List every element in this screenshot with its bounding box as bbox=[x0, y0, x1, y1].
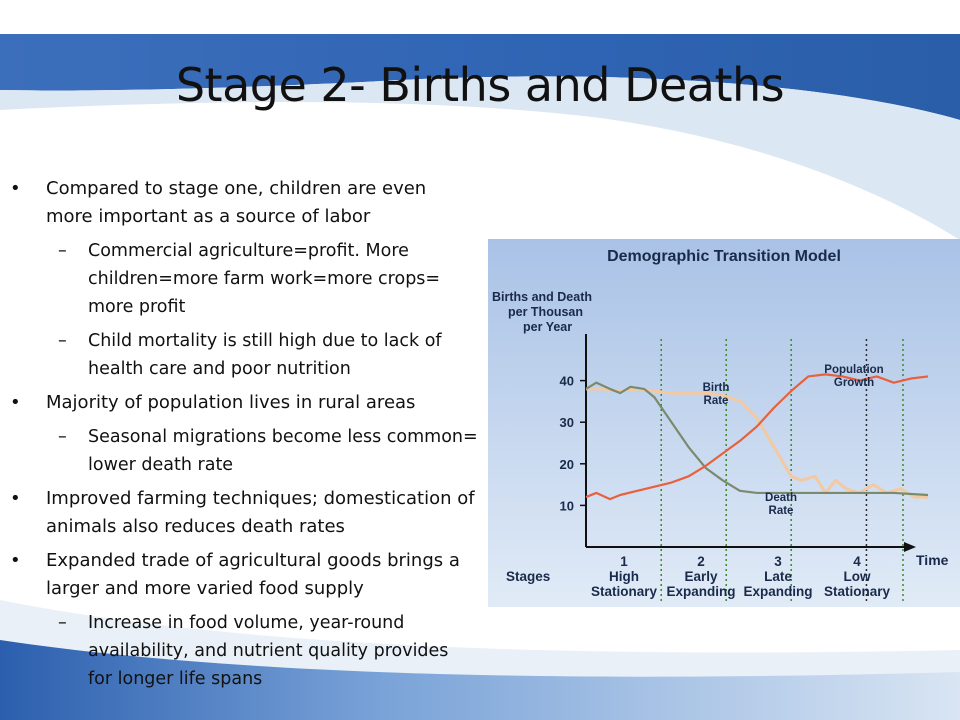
bullet-item bbox=[8, 485, 478, 541]
bullet-marker: • bbox=[10, 488, 21, 509]
sub-bullet-item bbox=[8, 423, 478, 479]
bullet-text: Child mortality is still high due to lack of health care and poor nutrition bbox=[88, 331, 442, 379]
chart-title: Demographic Transition Model bbox=[607, 248, 841, 265]
bullet-marker: – bbox=[58, 241, 67, 261]
y-tick-label: 40 bbox=[559, 373, 574, 389]
y-tick-label: 20 bbox=[559, 456, 574, 472]
bullet-item bbox=[8, 547, 478, 603]
bullet-text: Commercial agriculture=profit. More children=more farm work=more crops= more profit bbox=[88, 241, 441, 317]
series-label: Birth bbox=[702, 382, 730, 394]
stage-number: 1 bbox=[620, 554, 628, 569]
bullet-text: Increase in food volume, year-round availability, and nutrient quality provides for longer life spans bbox=[88, 613, 449, 689]
chart-svg bbox=[488, 239, 960, 607]
stages-label: Stages bbox=[506, 569, 551, 584]
stage-name-line1: High bbox=[609, 569, 639, 584]
bullet-marker: – bbox=[58, 613, 67, 633]
y-axis-label-line: per Year bbox=[523, 320, 573, 334]
demographic-transition-chart bbox=[488, 239, 960, 607]
bullet-text: Expanded trade of agricultural goods brings a larger and more varied food supply bbox=[46, 550, 460, 599]
x-axis-label: Time bbox=[916, 552, 949, 568]
bullet-text: Seasonal migrations become less common= lower death rate bbox=[88, 427, 478, 475]
bullet-marker: • bbox=[10, 178, 21, 199]
y-tick-label: 10 bbox=[559, 498, 574, 514]
bullet-text: Improved farming techniques; domestication of animals also reduces death rates bbox=[46, 488, 475, 537]
bullet-marker: – bbox=[58, 331, 67, 351]
series-label: Population bbox=[824, 364, 884, 376]
y-axis-label-line: per Thousan bbox=[508, 305, 584, 319]
stage-name-line2: Stationary bbox=[590, 584, 658, 599]
bullet-marker: • bbox=[10, 550, 21, 571]
series-label: Growth bbox=[833, 377, 875, 389]
stage-name-line1: Early bbox=[684, 569, 718, 584]
stage-name-line2: Expanding bbox=[743, 584, 813, 599]
stage-number: 3 bbox=[774, 554, 782, 569]
stage-name-line1: Low bbox=[843, 569, 871, 584]
series-label: Rate bbox=[768, 505, 794, 517]
sub-bullet-item bbox=[8, 237, 478, 321]
stage-number: 4 bbox=[853, 554, 861, 569]
y-axis-label-line: Births and Death bbox=[492, 290, 593, 304]
y-tick-label: 30 bbox=[559, 415, 574, 431]
bullet-text: Majority of population lives in rural areas bbox=[46, 392, 416, 413]
series-label: Rate bbox=[703, 395, 729, 407]
bullet-list bbox=[8, 175, 478, 699]
sub-bullet-item bbox=[8, 327, 478, 383]
stage-name-line2: Expanding bbox=[666, 584, 736, 599]
stage-name-line2: Stationary bbox=[823, 584, 891, 599]
stage-name-line1: Late bbox=[764, 569, 792, 584]
bullet-text: Compared to stage one, children are even more important as a source of labor bbox=[46, 178, 427, 227]
series-label: Death bbox=[765, 492, 797, 504]
sub-bullet-item bbox=[8, 609, 478, 693]
bullet-marker: • bbox=[10, 392, 21, 413]
bullet-item bbox=[8, 389, 478, 417]
bullet-item bbox=[8, 175, 478, 231]
bullet-marker: – bbox=[58, 427, 67, 447]
stage-number: 2 bbox=[697, 554, 705, 569]
slide-title: Stage 2- Births and Deaths bbox=[175, 58, 785, 112]
